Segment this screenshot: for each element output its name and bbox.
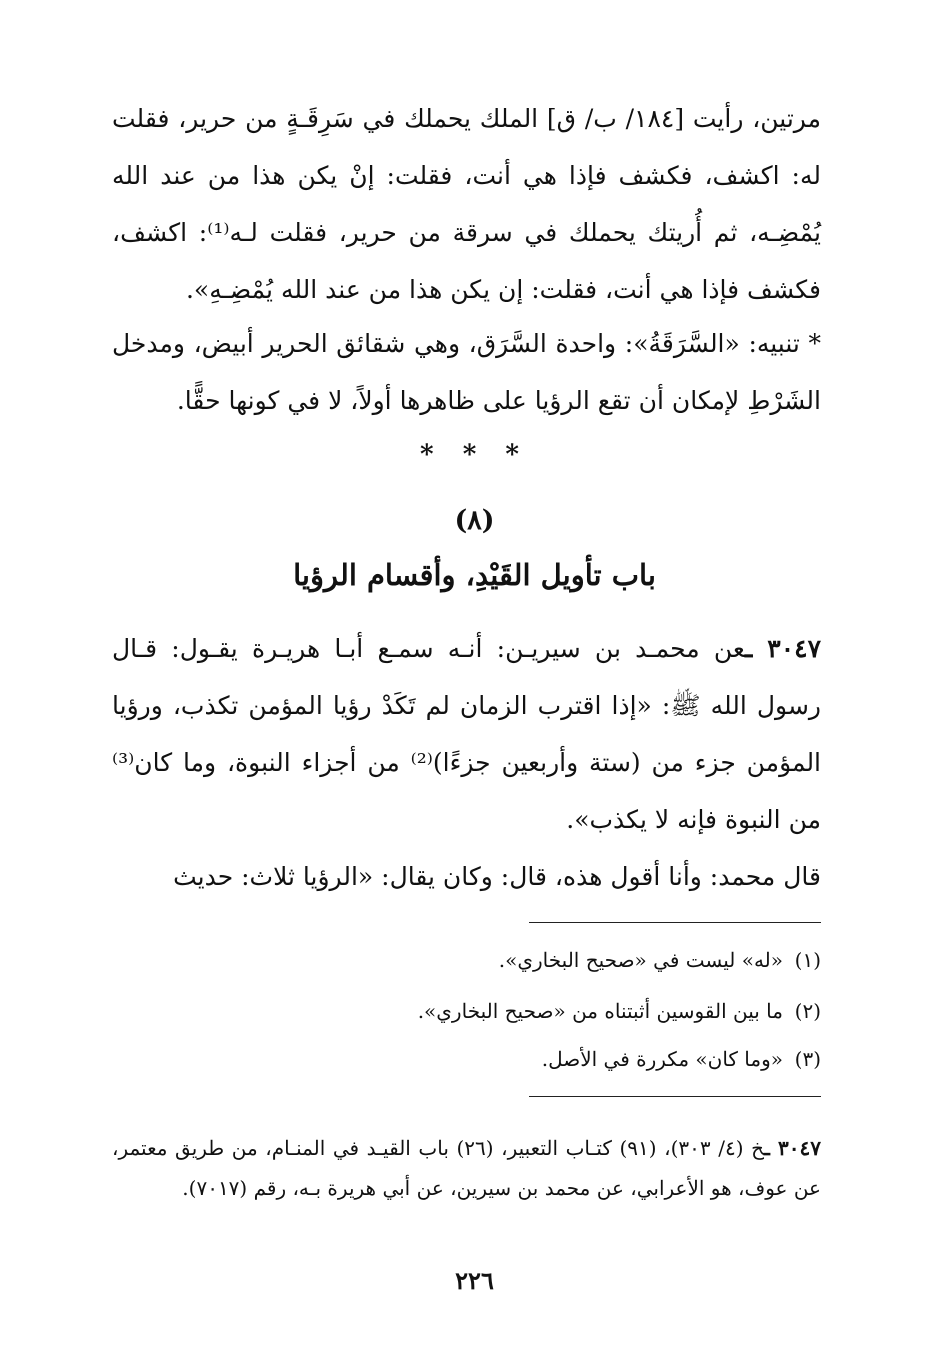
chapter-number: (٨) <box>454 505 495 536</box>
footnote-text: ما بين القوسين أثبتناه من «صحيح البخاري». <box>417 999 783 1023</box>
takhrij-note <box>112 1128 821 1208</box>
takhrij-text: خ (٤/ ٣٠٣)، (٩١) كتـاب التعبير، (٢٦) باب القيـد في المنـام، من طريق معتمر، عن عوف، هو الأعرابي، عن محمد بن سيرين، عن أبي هريرة بـه، رقم (٧٠١٧). <box>112 1136 821 1200</box>
hadith-number: ٣٠٤٧ ـ <box>744 634 822 663</box>
footnote-1 <box>300 945 821 975</box>
footnote-3 <box>300 1044 821 1074</box>
footnote-number: (٢) <box>794 999 821 1023</box>
takhrij-number: ٣٠٤٧ ـ <box>764 1136 821 1160</box>
body-paragraph-1: مرتين، رأيت [١٨٤/ ب/ ق] الملك يحملك في سَرِقَـةٍ من حرير، فقلت له: اكشف، فكشف فإذا هي أنت، فقلت: إنْ يكن هذا من عند الله يُمْضِـه، ثم أُريتك يحملك في سرقة من حرير، فقلت لـه⁽¹⁾: اكشف، فكشف فإذا هي أنت، فقلت: إن يكن هذا من عند الله يُمْضِـهِ». <box>112 104 821 304</box>
chapter-title: باب تأويل القَيْدِ، وأقسام الرؤيا <box>293 558 656 592</box>
footnote-number: (٣) <box>794 1047 821 1071</box>
footnote-text: «له» ليست في «صحيح البخاري». <box>498 948 783 972</box>
hadith-text: عن محمـد بن سيريـن: أنـه سمـع أبـا هريـرة يقـول: قـال رسول الله ﷺ: «إذا اقترب الزمان لم تَكَدْ رؤيا المؤمن تكذب، ورؤيا المؤمن جزء من (ستة وأربعين جزءًا)⁽²⁾ من أجزاء النبوة، وما كان⁽³⁾ من النبوة فإنه لا يكذب». <box>112 634 822 834</box>
footnote-text: «وما كان» مكررة في الأصل. <box>541 1047 783 1071</box>
page-number: ٢٢٦ <box>455 1266 494 1295</box>
footnote-2 <box>300 996 821 1026</box>
body-paragraph-continued: قال محمد: وأنا أقول هذه، قال: وكان يقال: «الرؤيا ثلاث: حديث <box>173 862 821 891</box>
footnote-divider <box>529 922 821 923</box>
tanbih-note-paragraph: * تنبيه: «السَّرَقَةُ»: واحدة السَّرَق، وهي شقائق الحرير أبيض، ومدخل الشَرْطِ لإمكان أن تقع الرؤيا على ظاهرها أولاً، لا في كونها حقًّا. <box>112 329 821 415</box>
section-separator-stars: * * * <box>420 440 529 470</box>
footnote-number: (١) <box>794 948 821 972</box>
hadith-paragraph <box>112 620 821 848</box>
takhrij-divider <box>529 1096 821 1097</box>
